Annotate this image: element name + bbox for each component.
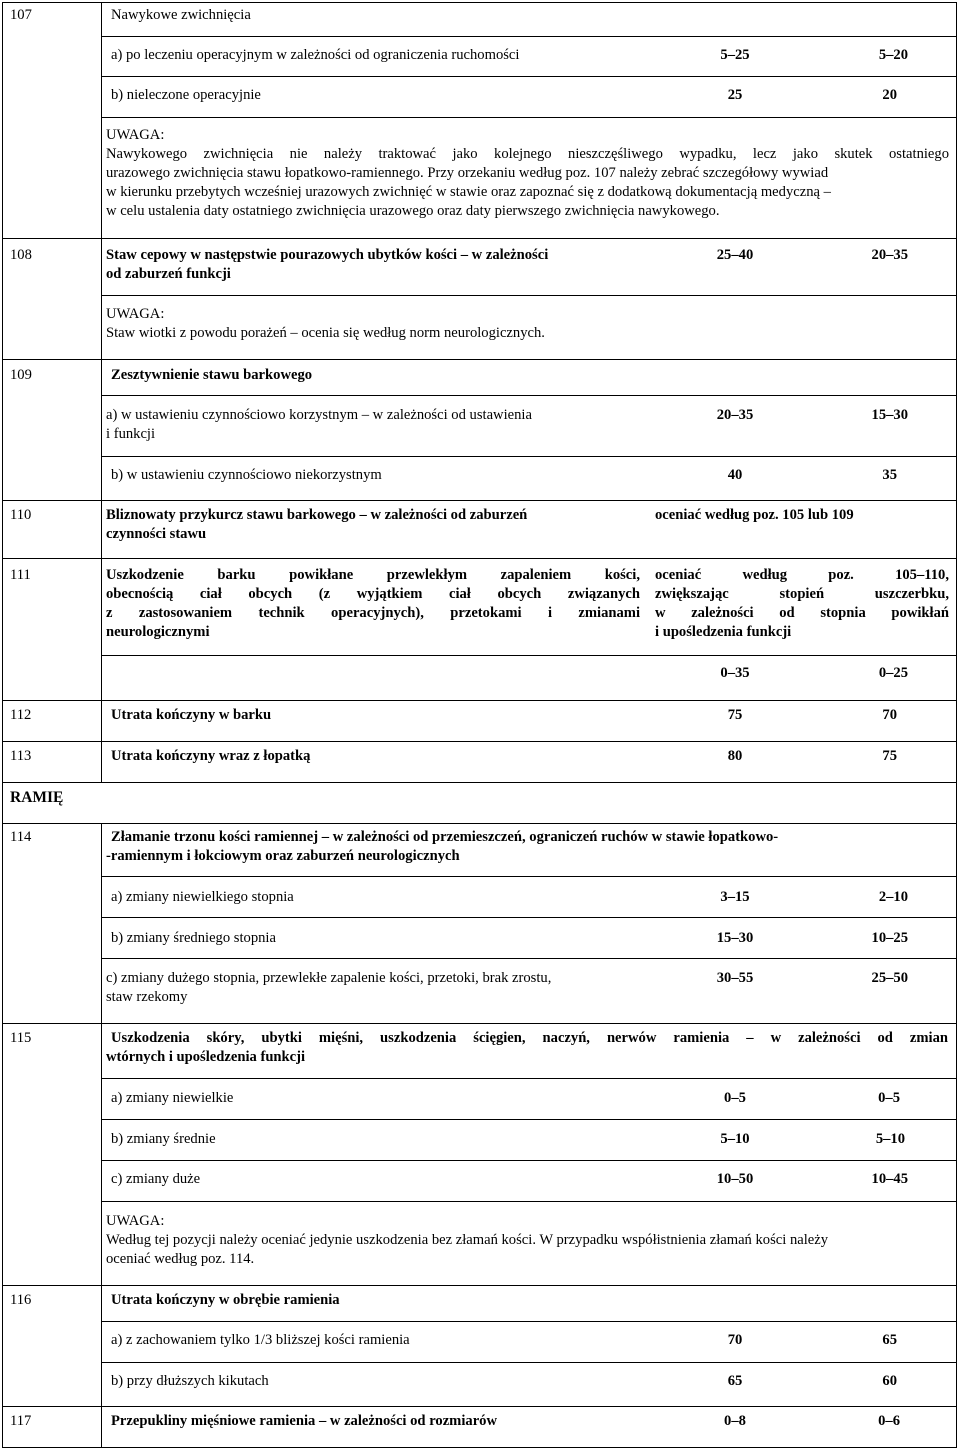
subrow-divider [101, 958, 957, 959]
value-col2: 25–50 [871, 970, 908, 986]
subitem-label: b) w ustawieniu czynnościowo niekorzystnym [111, 467, 382, 483]
item-title: Utrata kończyny wraz z łopatką [111, 748, 311, 764]
item-number: 115 [10, 1030, 32, 1046]
subrow-divider [101, 876, 957, 877]
value-col1: 20–35 [716, 407, 754, 423]
value-reference: i upośledzenia funkcji [655, 624, 792, 640]
value-col1: 0–5 [724, 1090, 746, 1106]
subitem-label: b) zmiany średnie [111, 1131, 216, 1147]
row-divider [2, 1285, 957, 1286]
note-text: Według tej pozycji należy oceniać jedynie uszkodzenia bez złamań kości. W przypadku współistnienia złamań kości należy [106, 1232, 829, 1248]
item-number: 116 [10, 1292, 32, 1308]
value-col2: 20 [882, 87, 897, 103]
subitem-label: i funkcji [106, 426, 156, 442]
value-col1: 80 [727, 748, 743, 764]
subrow-divider [101, 1078, 957, 1079]
subrow-divider [101, 917, 957, 918]
item-title: Uszkodzenia skóry, ubytki mięśni, uszkodzenia ścięgien, naczyń, nerwów ramienia – w zależności od zmian [111, 1030, 948, 1046]
item-title: Bliznowaty przykurcz stawu barkowego – w zależności od zaburzeń [106, 507, 528, 523]
row-divider [2, 500, 957, 501]
item-number: 117 [10, 1413, 32, 1429]
subitem-label: a) z zachowaniem tylko 1/3 bliższej kości ramienia [111, 1332, 410, 1348]
item-title: Staw cepowy w następstwie pourazowych ubytków kości – w zależności [106, 247, 549, 263]
item-title: czynności stawu [106, 526, 207, 542]
item-title: Złamanie trzonu kości ramiennej – w zależności od przemieszczeń, ograniczeń ruchów w stawie łopatkowo- [111, 829, 779, 845]
subrow-divider [101, 117, 957, 118]
value-col1: 3–15 [720, 889, 750, 905]
subrow-divider [101, 1321, 957, 1322]
value-reference: w zależności od stopnia powikłań [655, 605, 949, 621]
note-text: urazowego zwichnięcia stawu łopatkowo-ramiennego. Przy orzekaniu według poz. 107 należy zebrać szczegółowy wywiad [106, 165, 829, 181]
item-title: -ramiennym i łokciowym oraz zaburzeń neurologicznych [106, 848, 460, 864]
note-text: oceniać według poz. 114. [106, 1251, 255, 1267]
row-divider [2, 782, 957, 783]
value-col2: 75 [882, 748, 897, 764]
subitem-label: c) zmiany duże [111, 1171, 201, 1187]
item-title: Uszkodzenie barku powikłane przewlekłym zapaleniem kości, [106, 567, 640, 583]
item-number: 110 [10, 507, 32, 523]
value-col1: 0–8 [724, 1413, 746, 1429]
subrow-divider [101, 1119, 957, 1120]
value-col2: 10–25 [871, 930, 908, 946]
item-title: Utrata kończyny w barku [111, 707, 272, 723]
value-col2: 60 [882, 1373, 897, 1389]
item-number: 108 [10, 247, 32, 263]
value-col1: 0–35 [720, 665, 750, 681]
subitem-label: c) zmiany dużego stopnia, przewlekłe zapalenie kości, przetoki, brak zrostu, [106, 970, 552, 986]
value-col1: 30–55 [716, 970, 754, 986]
subrow-divider [101, 1362, 957, 1363]
row-divider [2, 741, 957, 742]
value-col2: 65 [882, 1332, 897, 1348]
value-reference: oceniać według poz. 105 lub 109 [655, 507, 854, 523]
row-divider [2, 359, 957, 360]
item-title: obecnością ciał obcych (z wyjątkiem ciał obcych związanych [106, 586, 640, 602]
value-col1: 70 [727, 1332, 743, 1348]
item-title: od zaburzeń funkcji [106, 266, 231, 282]
note-text: w kierunku przebytych wcześniej urazowych zwichnięć w stawie oraz zapoznać się z dodatkową dokumentacją medyczną – [106, 184, 831, 200]
note-heading: UWAGA: [106, 1213, 165, 1229]
value-col2: 5–10 [875, 1131, 905, 1147]
item-number: 113 [10, 748, 32, 764]
subrow-divider [101, 1201, 957, 1202]
value-col2: 2–10 [878, 889, 908, 905]
subrow-divider [101, 295, 957, 296]
value-col2: 10–45 [871, 1171, 908, 1187]
item-title: Przepukliny mięśniowe ramienia – w zależności od rozmiarów [111, 1413, 498, 1429]
item-number: 112 [10, 707, 32, 723]
value-col1: 15–30 [716, 930, 754, 946]
row-divider [2, 1406, 957, 1407]
value-reference: oceniać według poz. 105–110, [655, 567, 949, 583]
item-number: 107 [10, 7, 32, 23]
value-col2: 0–5 [878, 1090, 900, 1106]
item-number: 114 [10, 829, 32, 845]
subitem-label: b) przy dłuższych kikutach [111, 1373, 269, 1389]
row-divider [2, 558, 957, 559]
row-divider [2, 1023, 957, 1024]
value-col1: 25–40 [716, 247, 754, 263]
value-col2: 5–20 [878, 47, 908, 63]
row-divider [2, 823, 957, 824]
subitem-label: b) zmiany średniego stopnia [111, 930, 276, 946]
border-right [956, 2, 957, 1448]
border-left [2, 2, 3, 1448]
item-number: 111 [10, 567, 31, 583]
note-text: w celu ustalenia daty ostatniego zwichnięcia urazowego oraz daty pierwszego zwichnięcia nawykowego. [106, 203, 720, 219]
subitem-label: a) zmiany niewielkiego stopnia [111, 889, 294, 905]
subitem-label: staw rzekomy [106, 989, 188, 1005]
item-number: 109 [10, 367, 32, 383]
subitem-label: a) zmiany niewielkie [111, 1090, 234, 1106]
subrow-divider [101, 655, 957, 656]
value-col1: 65 [727, 1373, 743, 1389]
item-title: Zesztywnienie stawu barkowego [111, 367, 313, 383]
subrow-divider [101, 76, 957, 77]
value-col1: 5–10 [720, 1131, 750, 1147]
value-col2: 15–30 [871, 407, 908, 423]
subrow-divider [101, 456, 957, 457]
value-col1: 75 [727, 707, 743, 723]
subitem-label: a) w ustawieniu czynnościowo korzystnym – w zależności od ustawienia [106, 407, 532, 423]
value-col2: 0–25 [878, 665, 908, 681]
note-text: Nawykowego zwichnięcia nie należy traktować jako kolejnego nieszczęśliwego wypadku, lecz jako skutek ostatniego [106, 146, 949, 162]
note-heading: UWAGA: [106, 306, 165, 322]
value-col1: 5–25 [720, 47, 750, 63]
item-title: Nawykowe zwichnięcia [111, 7, 251, 23]
note-text: Staw wiotki z powodu porażeń – ocenia się według norm neurologicznych. [106, 325, 545, 341]
value-col2: 0–6 [878, 1413, 900, 1429]
subrow-divider [101, 395, 957, 396]
item-title: wtórnych i upośledzenia funkcji [106, 1049, 306, 1065]
item-title: z zastosowaniem technik operacyjnych), przetokami i zmianami [106, 605, 640, 621]
subrow-divider [101, 1160, 957, 1161]
subitem-label: a) po leczeniu operacyjnym w zależności od ograniczenia ruchomości [111, 47, 520, 63]
border-bottom [2, 1447, 957, 1448]
value-col1: 40 [727, 467, 743, 483]
border-top [2, 2, 957, 3]
section-heading: RAMIĘ [10, 789, 64, 806]
value-reference: zwiększając stopień uszczerbku, [655, 586, 949, 602]
item-title: Utrata kończyny w obrębie ramienia [111, 1292, 340, 1308]
column-separator [101, 2, 102, 782]
value-col1: 10–50 [716, 1171, 754, 1187]
note-heading: UWAGA: [106, 127, 165, 143]
subrow-divider [101, 36, 957, 37]
value-col2: 70 [882, 707, 897, 723]
value-col2: 35 [882, 467, 897, 483]
row-divider [2, 700, 957, 701]
row-divider [2, 238, 957, 239]
value-col1: 25 [727, 87, 743, 103]
subitem-label: b) nieleczone operacyjnie [111, 87, 261, 103]
item-title: neurologicznymi [106, 624, 210, 640]
value-col2: 20–35 [871, 247, 908, 263]
